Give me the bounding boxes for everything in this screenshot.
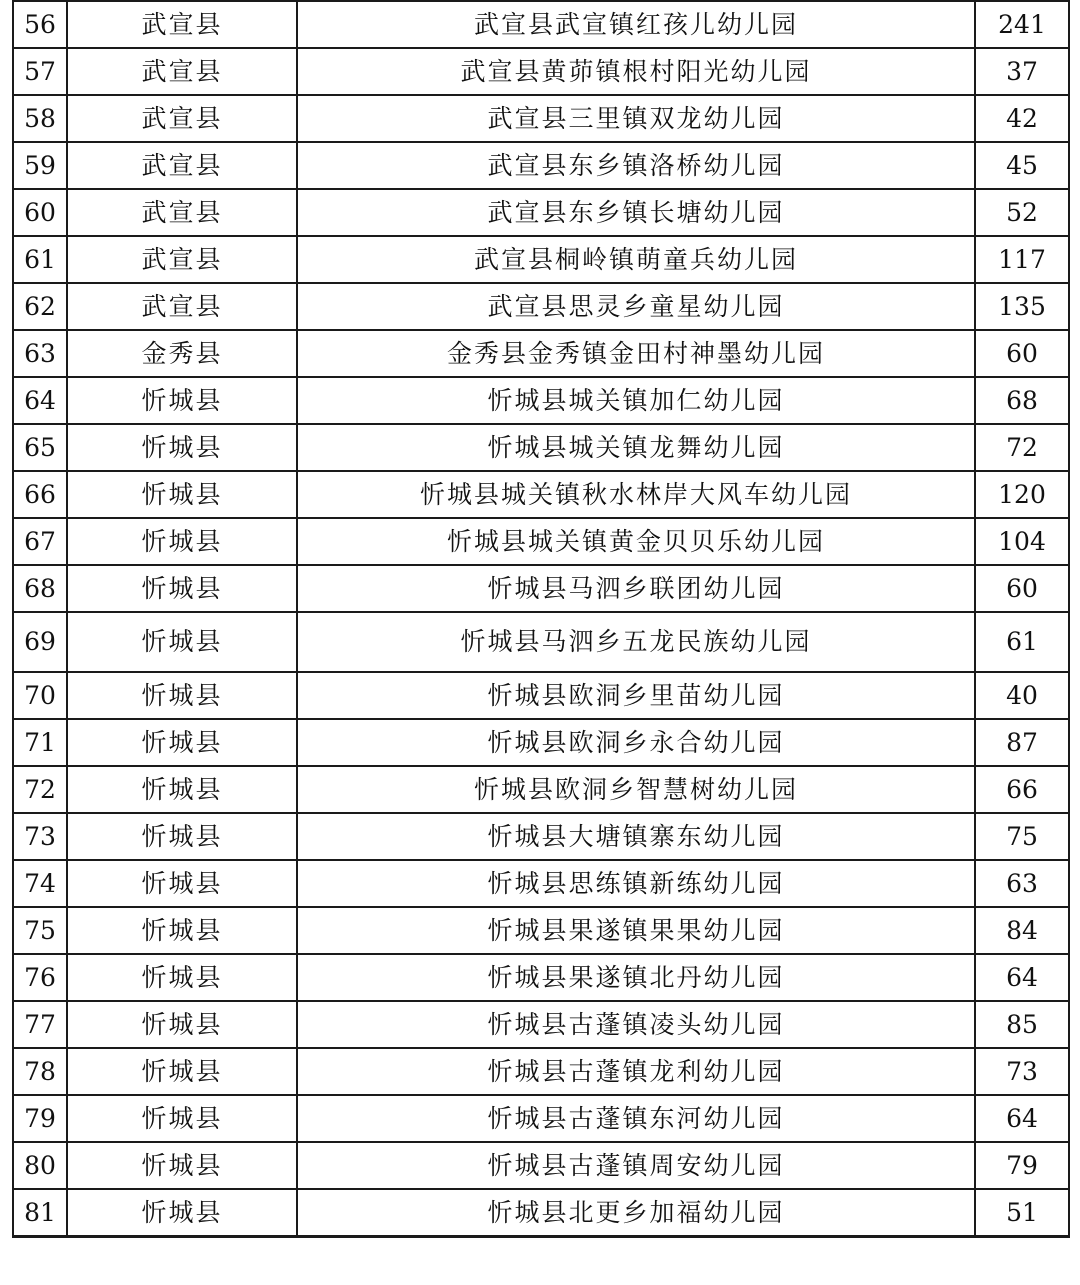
kindergarten-name-cell: 忻城县思练镇新练幼儿园	[297, 860, 975, 907]
table-row	[13, 518, 1069, 565]
kindergarten-name-cell: 武宣县思灵乡童星幼儿园	[297, 283, 975, 330]
count-cell: 241	[975, 1, 1069, 48]
county-cell: 忻城县	[67, 1001, 297, 1048]
row-number: 70	[13, 672, 67, 719]
county-cell: 忻城县	[67, 518, 297, 565]
kindergarten-name-cell: 武宣县黄茆镇根村阳光幼儿园	[297, 48, 975, 95]
kindergarten-table-body	[13, 1, 1069, 1237]
county-cell: 忻城县	[67, 954, 297, 1001]
table-row	[13, 142, 1069, 189]
kindergarten-name-cell: 忻城县北更乡加福幼儿园	[297, 1189, 975, 1237]
table-row	[13, 377, 1069, 424]
county-cell: 忻城县	[67, 565, 297, 612]
row-number: 60	[13, 189, 67, 236]
county-cell: 忻城县	[67, 860, 297, 907]
county-cell: 忻城县	[67, 424, 297, 471]
kindergarten-name-cell: 忻城县古蓬镇东河幼儿园	[297, 1095, 975, 1142]
county-cell: 武宣县	[67, 142, 297, 189]
county-cell: 武宣县	[67, 283, 297, 330]
count-cell: 42	[975, 95, 1069, 142]
row-number: 68	[13, 565, 67, 612]
count-cell: 73	[975, 1048, 1069, 1095]
kindergarten-name-cell: 忻城县城关镇龙舞幼儿园	[297, 424, 975, 471]
count-cell: 64	[975, 954, 1069, 1001]
row-number: 67	[13, 518, 67, 565]
count-cell: 64	[975, 1095, 1069, 1142]
count-cell: 61	[975, 612, 1069, 672]
table-row	[13, 766, 1069, 813]
kindergarten-name-cell: 武宣县东乡镇长塘幼儿园	[297, 189, 975, 236]
row-number: 62	[13, 283, 67, 330]
count-cell: 72	[975, 424, 1069, 471]
count-cell: 63	[975, 860, 1069, 907]
count-cell: 52	[975, 189, 1069, 236]
count-cell: 60	[975, 565, 1069, 612]
county-cell: 武宣县	[67, 236, 297, 283]
kindergarten-name-cell: 忻城县城关镇黄金贝贝乐幼儿园	[297, 518, 975, 565]
table-row	[13, 236, 1069, 283]
row-number: 59	[13, 142, 67, 189]
kindergarten-name-cell: 武宣县三里镇双龙幼儿园	[297, 95, 975, 142]
row-number: 79	[13, 1095, 67, 1142]
table-row	[13, 672, 1069, 719]
table-row	[13, 1189, 1069, 1237]
count-cell: 120	[975, 471, 1069, 518]
count-cell: 117	[975, 236, 1069, 283]
kindergarten-name-cell: 武宣县武宣镇红孩儿幼儿园	[297, 1, 975, 48]
kindergarten-name-cell: 忻城县果遂镇果果幼儿园	[297, 907, 975, 954]
table-row	[13, 907, 1069, 954]
count-cell: 79	[975, 1142, 1069, 1189]
table-row	[13, 719, 1069, 766]
table-row	[13, 954, 1069, 1001]
table-row	[13, 330, 1069, 377]
row-number: 72	[13, 766, 67, 813]
table-row	[13, 471, 1069, 518]
table-row	[13, 1095, 1069, 1142]
county-cell: 忻城县	[67, 471, 297, 518]
row-number: 56	[13, 1, 67, 48]
count-cell: 45	[975, 142, 1069, 189]
count-cell: 37	[975, 48, 1069, 95]
county-cell: 忻城县	[67, 719, 297, 766]
row-number: 58	[13, 95, 67, 142]
count-cell: 87	[975, 719, 1069, 766]
kindergarten-name-cell: 忻城县大塘镇寨东幼儿园	[297, 813, 975, 860]
table-row	[13, 1, 1069, 48]
table-row	[13, 813, 1069, 860]
county-cell: 忻城县	[67, 907, 297, 954]
count-cell: 75	[975, 813, 1069, 860]
table-row	[13, 189, 1069, 236]
row-number: 78	[13, 1048, 67, 1095]
table-row	[13, 612, 1069, 672]
row-number: 77	[13, 1001, 67, 1048]
kindergarten-name-cell: 武宣县桐岭镇萌童兵幼儿园	[297, 236, 975, 283]
kindergarten-name-cell: 忻城县马泗乡五龙民族幼儿园	[297, 612, 975, 672]
county-cell: 武宣县	[67, 189, 297, 236]
count-cell: 60	[975, 330, 1069, 377]
row-number: 80	[13, 1142, 67, 1189]
table-row	[13, 860, 1069, 907]
row-number: 75	[13, 907, 67, 954]
row-number: 63	[13, 330, 67, 377]
kindergarten-name-cell: 忻城县马泗乡联团幼儿园	[297, 565, 975, 612]
table-row	[13, 1142, 1069, 1189]
kindergarten-table	[12, 0, 1070, 1238]
kindergarten-name-cell: 忻城县古蓬镇龙利幼儿园	[297, 1048, 975, 1095]
county-cell: 忻城县	[67, 766, 297, 813]
kindergarten-name-cell: 忻城县古蓬镇周安幼儿园	[297, 1142, 975, 1189]
row-number: 76	[13, 954, 67, 1001]
kindergarten-name-cell: 忻城县欧洞乡智慧树幼儿园	[297, 766, 975, 813]
row-number: 69	[13, 612, 67, 672]
kindergarten-name-cell: 金秀县金秀镇金田村神墨幼儿园	[297, 330, 975, 377]
county-cell: 忻城县	[67, 1048, 297, 1095]
kindergarten-name-cell: 忻城县城关镇秋水林岸大风车幼儿园	[297, 471, 975, 518]
row-number: 61	[13, 236, 67, 283]
count-cell: 85	[975, 1001, 1069, 1048]
count-cell: 84	[975, 907, 1069, 954]
kindergarten-name-cell: 忻城县果遂镇北丹幼儿园	[297, 954, 975, 1001]
kindergarten-name-cell: 忻城县古蓬镇凌头幼儿园	[297, 1001, 975, 1048]
county-cell: 武宣县	[67, 95, 297, 142]
county-cell: 武宣县	[67, 1, 297, 48]
row-number: 74	[13, 860, 67, 907]
county-cell: 忻城县	[67, 1095, 297, 1142]
kindergarten-name-cell: 忻城县城关镇加仁幼儿园	[297, 377, 975, 424]
table-row	[13, 48, 1069, 95]
table-row	[13, 283, 1069, 330]
county-cell: 忻城县	[67, 612, 297, 672]
count-cell: 104	[975, 518, 1069, 565]
kindergarten-list-sheet	[12, 0, 1068, 1280]
county-cell: 金秀县	[67, 330, 297, 377]
kindergarten-name-cell: 忻城县欧洞乡永合幼儿园	[297, 719, 975, 766]
kindergarten-name-cell: 武宣县东乡镇洛桥幼儿园	[297, 142, 975, 189]
county-cell: 忻城县	[67, 672, 297, 719]
row-number: 81	[13, 1189, 67, 1237]
count-cell: 40	[975, 672, 1069, 719]
row-number: 71	[13, 719, 67, 766]
row-number: 64	[13, 377, 67, 424]
county-cell: 忻城县	[67, 1189, 297, 1237]
row-number: 66	[13, 471, 67, 518]
table-row	[13, 95, 1069, 142]
row-number: 65	[13, 424, 67, 471]
count-cell: 66	[975, 766, 1069, 813]
row-number: 73	[13, 813, 67, 860]
table-row	[13, 1048, 1069, 1095]
county-cell: 武宣县	[67, 48, 297, 95]
table-row	[13, 424, 1069, 471]
county-cell: 忻城县	[67, 1142, 297, 1189]
county-cell: 忻城县	[67, 813, 297, 860]
count-cell: 51	[975, 1189, 1069, 1237]
county-cell: 忻城县	[67, 377, 297, 424]
count-cell: 68	[975, 377, 1069, 424]
kindergarten-name-cell: 忻城县欧洞乡里苗幼儿园	[297, 672, 975, 719]
row-number: 57	[13, 48, 67, 95]
table-row	[13, 1001, 1069, 1048]
count-cell: 135	[975, 283, 1069, 330]
table-row	[13, 565, 1069, 612]
